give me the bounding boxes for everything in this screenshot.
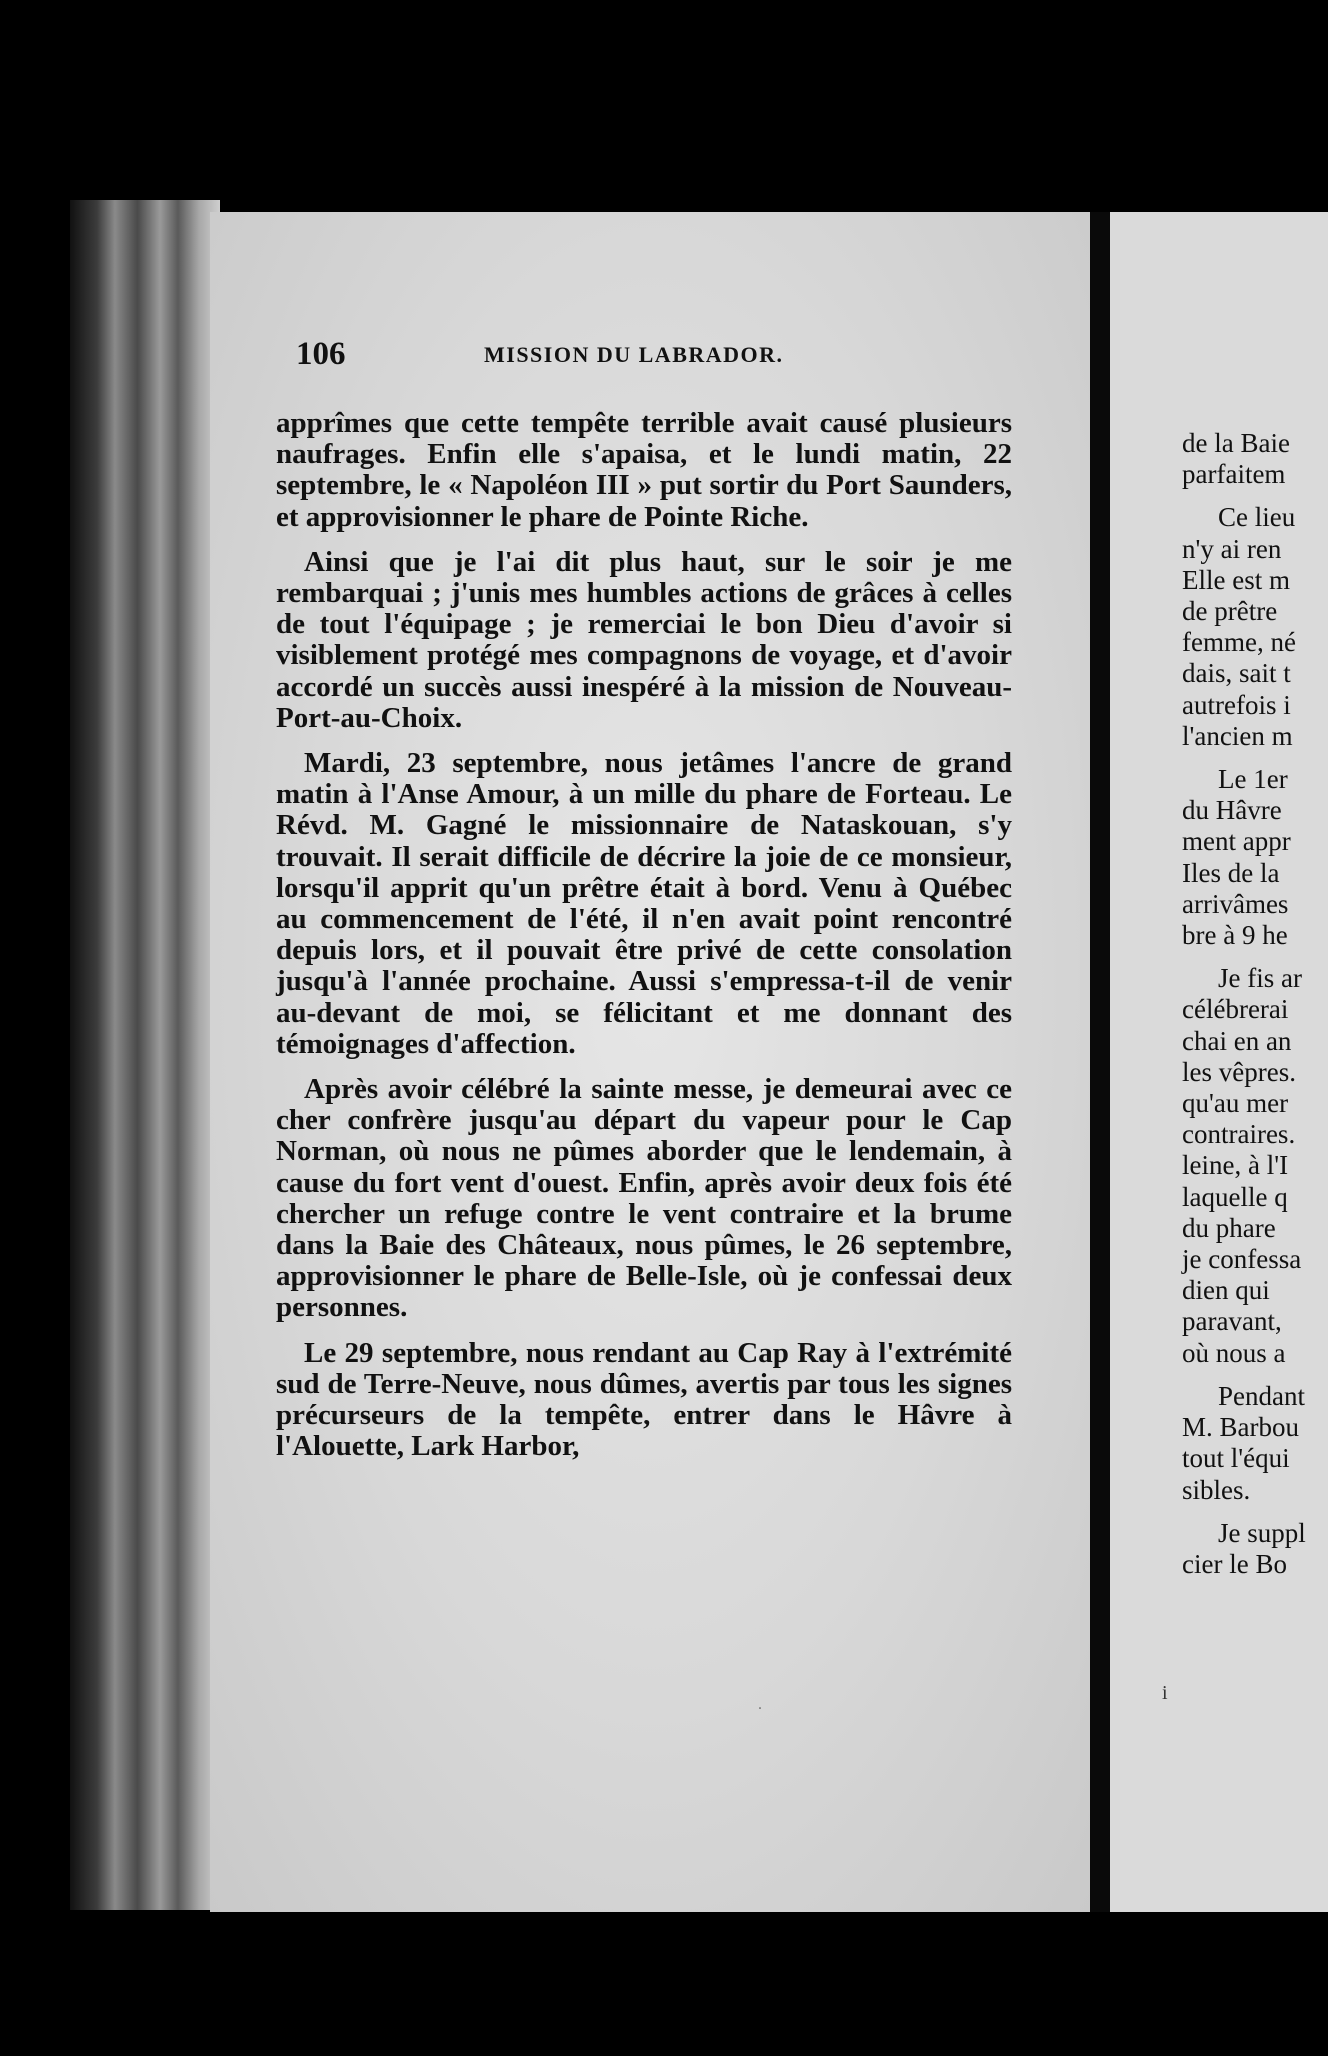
paragraph: Le 29 septembre, nous rendant au Cap Ray à l'extrémité sud de Terre-Neuve, nous dûmes, avertis par tous les signes précurseurs de la tempête, entrer dans le Hâvre à l'Alouette, Lark Harbor, — [276, 1336, 1012, 1463]
text-line: bre à 9 he — [1182, 920, 1288, 951]
text-line: Le 1er — [1218, 764, 1288, 795]
text-line: célébrerai — [1182, 994, 1289, 1025]
text-line: ment appr — [1182, 826, 1291, 857]
text-line: de la Baie — [1182, 428, 1290, 458]
text-line: leine, à l'I — [1182, 1150, 1289, 1181]
text-line: paravant, — [1182, 1306, 1282, 1337]
text-line: les vêpres. — [1182, 1056, 1296, 1087]
bottom-page-mark: . — [758, 1696, 762, 1713]
text-line: M. Barbou — [1182, 1412, 1299, 1443]
text-line: cier le Bo — [1182, 1548, 1287, 1579]
text-line: Iles de la — [1182, 857, 1280, 888]
right-page-body — [1182, 428, 1328, 1580]
text-line: Elle est m — [1182, 564, 1290, 595]
text-line: qu'au mer — [1182, 1088, 1289, 1119]
paragraph: Après avoir célébré la sainte messe, je demeurai avec ce cher confrère jusqu'au départ du vapeur pour le Cap Norman, où nous ne pûmes aborder que le lendemain, à cause du fort vent d'ouest. Enfin, après avoir deux fois été chercher un refuge contre le vent contraire et la brume dans la Baie des Châteaux, nous pûmes, le 26 septembre, approvisionner le phare de Belle-Isle, où je confessai deux personnes. — [276, 1073, 1012, 1324]
text-line: du phare — [1182, 1212, 1276, 1243]
text-line: Ce lieu — [1218, 502, 1296, 533]
text-line: chai en an — [1182, 1025, 1292, 1056]
text-line: n'y ai ren — [1182, 533, 1282, 564]
text-line: parfaitem — [1182, 459, 1286, 490]
running-head: MISSION DU LABRADOR. — [484, 342, 784, 367]
text-line: Je fis ar — [1218, 963, 1302, 994]
text-line: femme, né — [1182, 627, 1296, 658]
text-line: de prêtre — [1182, 596, 1278, 627]
text-line: laquelle q — [1182, 1181, 1288, 1212]
paragraph: Ainsi que je l'ai dit plus haut, sur le soir je me rembarquai ; j'unis mes humbles actions de grâces à celles de tout l'équipage ; je remerciai le bon Dieu d'avoir si visiblement protégé mes compagnons de voyage, et d'avoir accordé un succès aussi inespéré à la mission de Nouveau-Port-au-Choix. — [276, 545, 1012, 734]
text-line: sibles. — [1182, 1474, 1251, 1505]
text-line: dien qui — [1182, 1275, 1270, 1306]
right-bottom-mark: i — [1162, 1682, 1168, 1704]
text-line: l'ancien m — [1182, 720, 1293, 751]
text-line: tout l'équi — [1182, 1443, 1290, 1474]
text-line: arrivâmes — [1182, 888, 1289, 919]
text-line: dais, sait t — [1182, 658, 1291, 689]
text-line: autrefois i — [1182, 689, 1291, 720]
book-page-edges — [70, 200, 220, 1910]
page-gutter — [1090, 212, 1110, 1912]
left-page-body — [276, 408, 1012, 1477]
text-line: du Hâvre — [1182, 795, 1282, 826]
text-line: je confessa — [1182, 1244, 1302, 1275]
text-line: contraires. — [1182, 1119, 1296, 1150]
page-number: 106 — [296, 336, 346, 372]
text-line: Je suppl — [1218, 1517, 1306, 1548]
text-line: où nous a — [1182, 1337, 1286, 1368]
paragraph: Mardi, 23 septembre, nous jetâmes l'ancre de grand matin à l'Anse Amour, à un mille du phare de Forteau. Le Révd. M. Gagné le missionnaire de Nataskouan, s'y trouvait. Il serait difficile de décrire la joie de ce monsieur, lorsqu'il apprit qu'un prêtre était à bord. Venu à Québec au commencement de l'été, il n'en avait point rencontré depuis lors, et il pouvait être privé de cette consolation jusqu'à l'année prochaine. Aussi s'empressa-t-il de venir au-devant de moi, se félicitant et me donnant des témoignages d'affection. — [276, 747, 1012, 1060]
text-line: Pendant — [1218, 1380, 1305, 1411]
paragraph: apprîmes que cette tempête terrible avait causé plusieurs naufrages. Enfin elle s'apaisa, et le lundi matin, 22 septembre, le « Napoléon III » put sortir du Port Saunders, et approvisionner le phare de Pointe Riche. — [276, 407, 1012, 533]
page-header — [296, 336, 1016, 376]
